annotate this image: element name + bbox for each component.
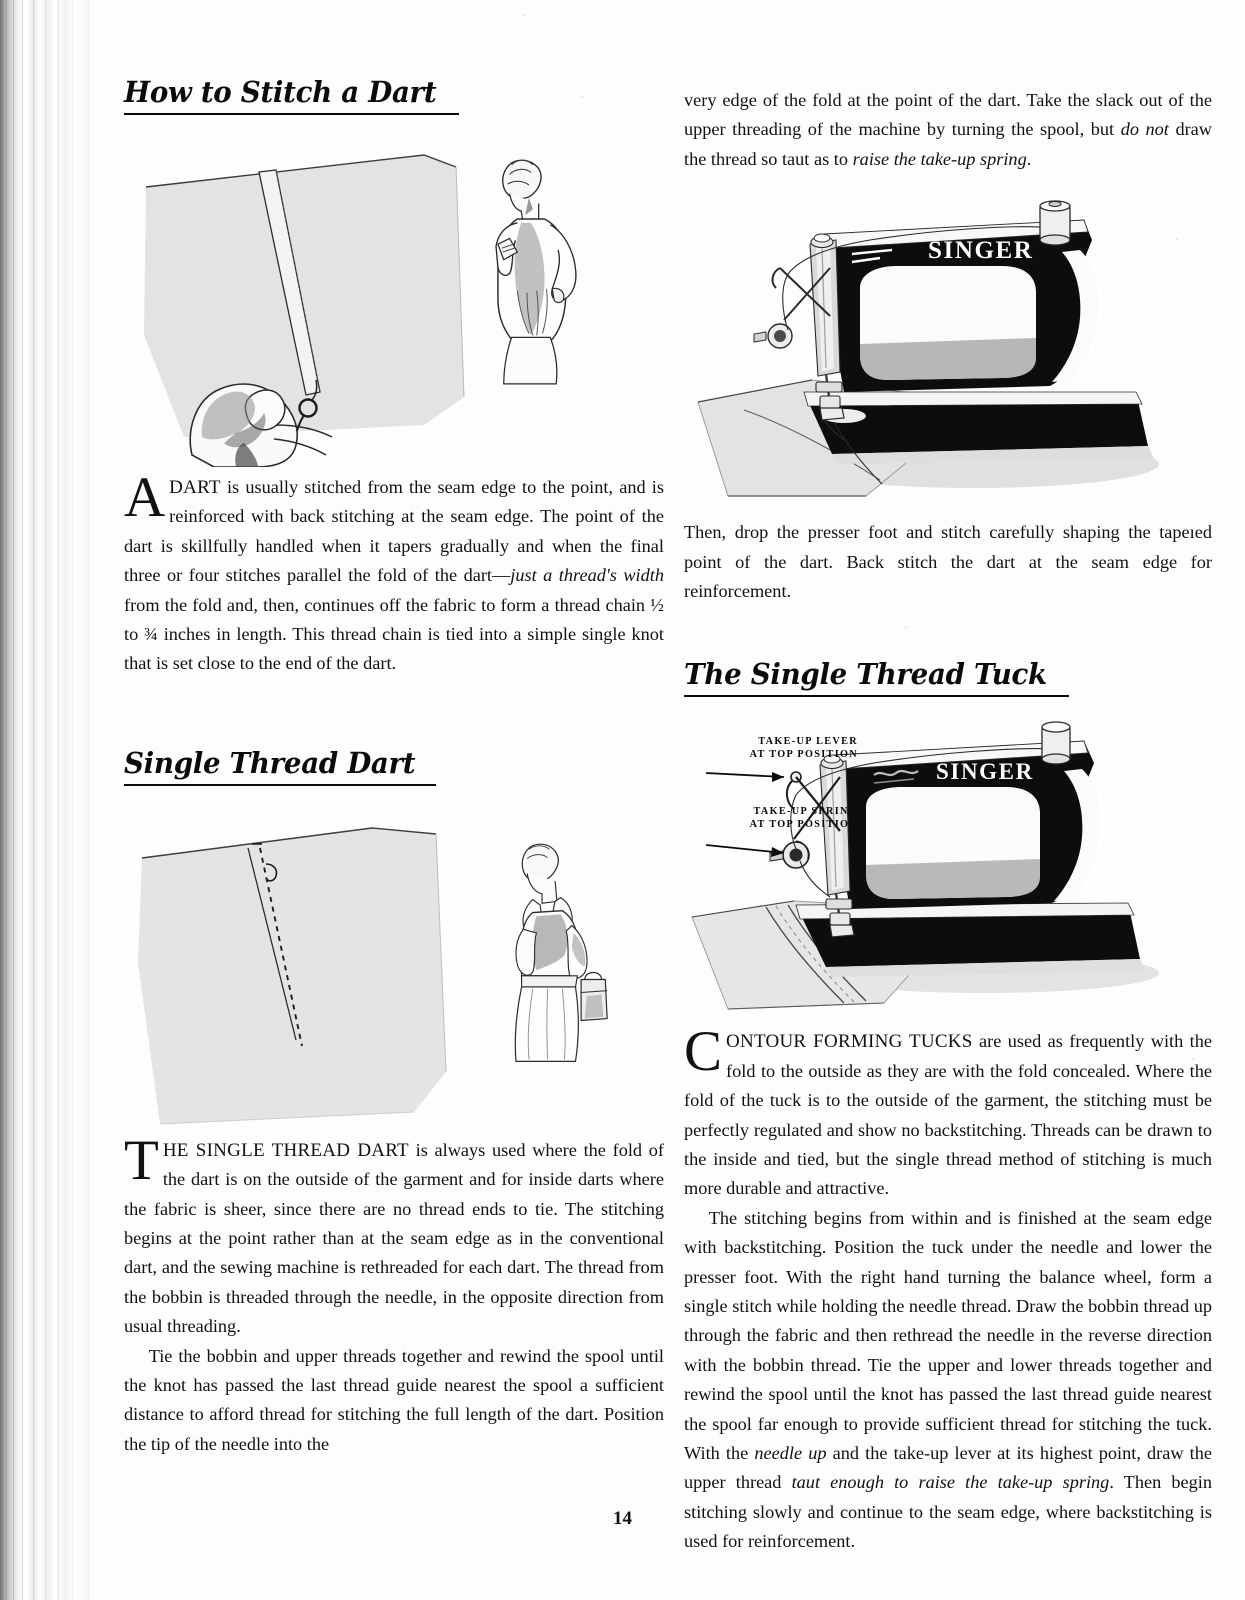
heading-single-thread-dart: Single Thread Dart (124, 745, 416, 780)
smallcaps-contour-forming-tucks: ONTOUR FORMING TUCKS (726, 1031, 973, 1053)
heading-rule-2 (124, 784, 436, 786)
figure-hand-tying-thread-chain (124, 137, 664, 467)
italic-raise-the-take-up-spring: raise the take-up spring (852, 148, 1027, 169)
heading-rule-3 (684, 695, 1069, 697)
paper-speck (150, 1262, 152, 1264)
paper-speck (1176, 238, 1178, 240)
smallcaps-the-single-thread-dart: HE SINGLE THREAD DART (162, 1139, 409, 1161)
paragraph-dart-text-c: to (124, 623, 145, 644)
paper-speck (581, 96, 583, 98)
paper-speck (905, 626, 907, 628)
paragraph-dart-text-b: from the fold and, then, continues off the fabric to form a thread chain (124, 594, 651, 615)
annotation-take-up-lever-line-1: TAKE-UP LEVER (758, 736, 858, 748)
continuation-text-c: . (1026, 148, 1032, 169)
fraction-three-quarters: ¾ (144, 623, 158, 644)
paper-speck (523, 14, 525, 16)
figure-singer-machine-tuck-svg (684, 721, 1212, 1021)
paragraph-contour-text: are used as frequently with the fold to the outside as they are with the fold concealed. Where the fold of the tuck is to the outside of the garment, the stitching must be perfectly regulated and show no backstitching. Threads can be drawn to the inside and tied, but the single thread method of stitching is much more durable and attractive. (684, 1031, 1213, 1199)
paragraph-single-thread-dart-text: is always used where the fold of the dart is on the outside of the garment and for inside darts where the fabric is sheer, since there are no thread ends to tie. The stitching begins at the point rather than at the seam edge as in the conventional dart, and the sewing machine is rethreaded for each dart. The thread from the bobbin is threaded through the needle, in the opposite direction from usual threading. (124, 1139, 664, 1337)
italic-taut-enough: taut enough to raise the take-up spring (791, 1472, 1110, 1493)
figure-singer-machine-stitching-dart (684, 196, 1212, 516)
annotation-take-up-spring-line-1: TAKE-UP SPRING (753, 806, 858, 818)
annotation-take-up-lever-line-2: AT TOP POSITION (749, 749, 858, 761)
paragraph-single-thread-dart: T HE SINGLE THREAD DART is always used where the fold of the dart is on the outside of the garment and for inside darts where the fabric is sheer, since there are no thread ends to tie. The stitching begins at the point rather than at the seam edge as in the conventional dart, and the sewing machine is rethreaded for each dart. The thread from the bobbin is threaded through the needle, in the opposite direction from usual threading. (124, 1128, 664, 1337)
smallcaps-dart: DART (169, 476, 221, 498)
stitching-text-a: The stitching begins from within and is finished at the seam edge with backstitching. Position the tuck under the needle and lower the presser foot. With the right hand turning the balance wheel, form a single stitch while holding the needle thread. Draw the bobbin thread up through the fabric and then rethread the needle in the reverse direction with the bobbin thread. Tie the upper and lower threads together and rewind the spool until the knot has passed the last thread guide nearest the spool far enough to provide sufficient thread for stitching the tuck. With the (684, 1207, 1212, 1464)
singer-wordmark-2: SINGER (936, 759, 1034, 785)
paragraph-dart-text-d: inches in length. This thread chain is tied into a simple single knot that is set close to the end of the dart. (124, 623, 664, 674)
figure-single-thread-dart-svg (124, 812, 664, 1130)
paragraph-tie-bobbin: Tie the bobbin and upper threads together and rewind the spool until the knot has passed the last thread guide nearest the spool a sufficient distance to afford thread for stitching the full length of the dart. Position the tip of the needle into the (124, 1345, 664, 1454)
continuation-text-b: draw the thread so taut as to (684, 119, 1212, 169)
figure-singer-machine-dart-svg (684, 196, 1212, 516)
paper-speck (1192, 1058, 1194, 1060)
heading-the-single-thread-tuck: The Single Thread Tuck (684, 657, 1047, 692)
fraction-one-half: ½ (650, 594, 664, 615)
annotation-take-up-spring (680, 805, 858, 831)
heading-how-to-stitch-a-dart: How to Stitch a Dart (124, 75, 437, 109)
heading-rule (124, 113, 459, 115)
italic-just-a-threads-width: just a thread's width (510, 565, 664, 586)
italic-do-not: do not (1120, 119, 1169, 140)
right-column (684, 78, 1212, 1557)
stitching-text-c: . Then begin stitching slowly and continue to the seam edge, where backstitching is used for reinforcement. (684, 1472, 1212, 1552)
paper-speck (298, 760, 300, 762)
paragraph-then-drop-presser-foot: Then, drop the presser foot and stitch carefully shaping the tapeıed point of the dart. Back stitch the dart at the seam edge for reinforcement. (684, 522, 1212, 602)
continuation-text-a: very edge of the fold at the point of the dart. Take the slack out of the upper threading of the machine by turning the spool, but (684, 90, 1212, 140)
italic-needle-up: needle up (754, 1443, 827, 1464)
stitching-text-b: and the take-up lever at its highest point, draw the upper thread (684, 1443, 1213, 1493)
figure-singer-machine-tuck (684, 721, 1212, 1021)
page-number: 14 (613, 1508, 632, 1529)
figure-hand-tying-thread-chain-svg (124, 137, 664, 467)
paragraph-contour-forming-tucks: C ONTOUR FORMING TUCKS are used as frequently with the fold to the outside as they are with the fold concealed. Where the fold of the tuck is to the outside of the garment, the stitching must be perfectly regulated and show no backstitching. Threads can be drawn to the inside and tied, but the single thread method of stitching is much more durable and attractive. (684, 1020, 1213, 1199)
paragraph-very-edge-continuation (684, 86, 1212, 174)
figure-single-thread-dart (124, 812, 664, 1130)
left-column (124, 75, 664, 1459)
paragraph-dart-intro: A DART is usually stitched from the seam edge to the point, and is reinforced with back stitching at the seam edge. The point of the dart is skillfully handled when it tapers gradually and when the final three or four stitches parallel the fold of the dart—just a thread's width from the fold and, then, continues off the fabric to form a thread chain ½ to ¾ inches in length. This thread chain is tied into a simple single knot that is set close to the end of the dart. (124, 465, 664, 674)
annotation-take-up-spring-line-2: AT TOP POSITION (749, 819, 858, 831)
singer-wordmark: SINGER (928, 237, 1034, 265)
paragraph-stitching-begins (684, 1204, 1212, 1557)
paragraph-dart-text-a: is usually stitched from the seam edge to the point, and is reinforced with back stitching at the seam edge. The point of the dart is skillfully handled when it tapers gradually and when the final three or four stitches parallel the fold of the dart— (124, 476, 664, 586)
annotation-take-up-lever (680, 735, 858, 761)
